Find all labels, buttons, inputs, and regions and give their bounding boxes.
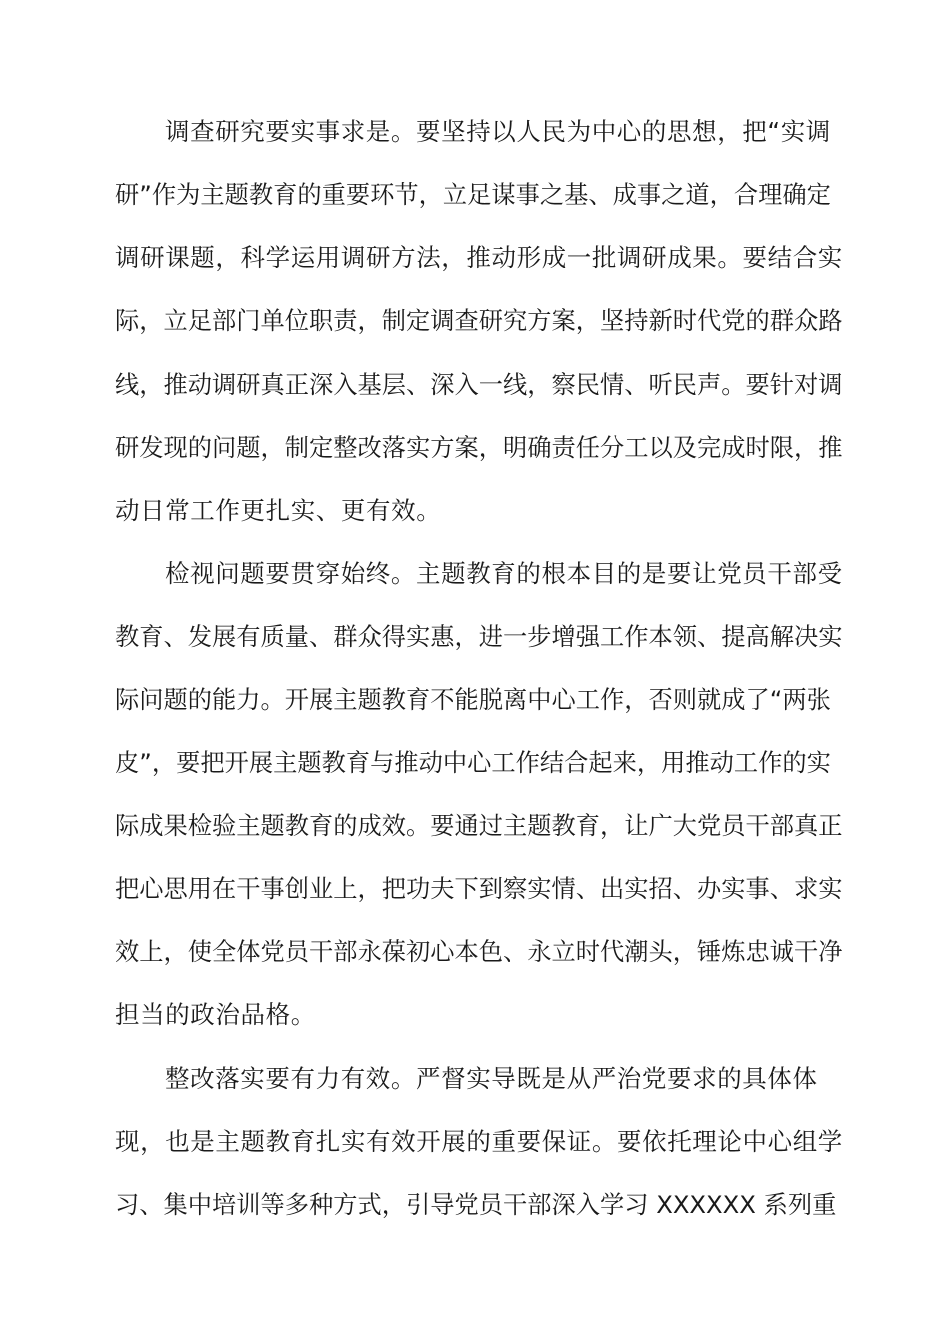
paragraph-1-line-6: 研发现的问题，制定整改落实方案，明确责任分工以及完成时限，推 bbox=[115, 433, 843, 462]
paragraph-3-line-1: 整改落实要有力有效。严督实导既是从严治党要求的具体体 bbox=[165, 1064, 818, 1093]
paragraph-2-line-8: 担当的政治品格。 bbox=[115, 1000, 316, 1029]
paragraph-2-line-7: 效上，使全体党员干部永葆初心本色、永立时代潮头，锤炼忠诚干净 bbox=[115, 937, 843, 966]
paragraph-2-line-1: 检视问题要贯穿始终。主题教育的根本目的是要让党员干部受 bbox=[165, 559, 843, 588]
paragraph-2-line-2: 教育、发展有质量、群众得实惠，进一步增强工作本领、提高解决实 bbox=[115, 622, 843, 651]
paragraph-1-line-2: 研”作为主题教育的重要环节，立足谋事之基、成事之道，合理确定 bbox=[115, 180, 831, 209]
paragraph-1-line-7: 动日常工作更扎实、更有效。 bbox=[115, 496, 442, 525]
paragraph-1-line-4: 际，立足部门单位职责，制定调查研究方案，坚持新时代党的群众路 bbox=[115, 306, 843, 335]
paragraph-2-line-5: 际成果检验主题教育的成效。要通过主题教育，让广大党员干部真正 bbox=[115, 811, 843, 840]
paragraph-1-line-5: 线，推动调研真正深入基层、深入一线，察民情、听民声。要针对调 bbox=[115, 370, 843, 399]
paragraph-2-line-6: 把心思用在干事创业上，把功夫下到察实情、出实招、办实事、求实 bbox=[115, 874, 843, 903]
paragraph-2-line-3: 际问题的能力。开展主题教育不能脱离中心工作，否则就成了“两张 bbox=[115, 685, 831, 714]
paragraph-1-line-3: 调研课题，科学运用调研方法，推动形成一批调研成果。要结合实 bbox=[115, 243, 843, 272]
paragraph-3-line-3: 习、集中培训等多种方式，引导党员干部深入学习 XXXXXX 系列重 bbox=[115, 1190, 837, 1219]
paragraph-2-line-4: 皮”，要把开展主题教育与推动中心工作结合起来，用推动工作的实 bbox=[115, 748, 831, 777]
paragraph-3-line-2: 现，也是主题教育扎实有效开展的重要保证。要依托理论中心组学 bbox=[115, 1127, 843, 1156]
paragraph-1-line-1: 调查研究要实事求是。要坚持以人民为中心的思想，把“实调 bbox=[165, 117, 831, 146]
